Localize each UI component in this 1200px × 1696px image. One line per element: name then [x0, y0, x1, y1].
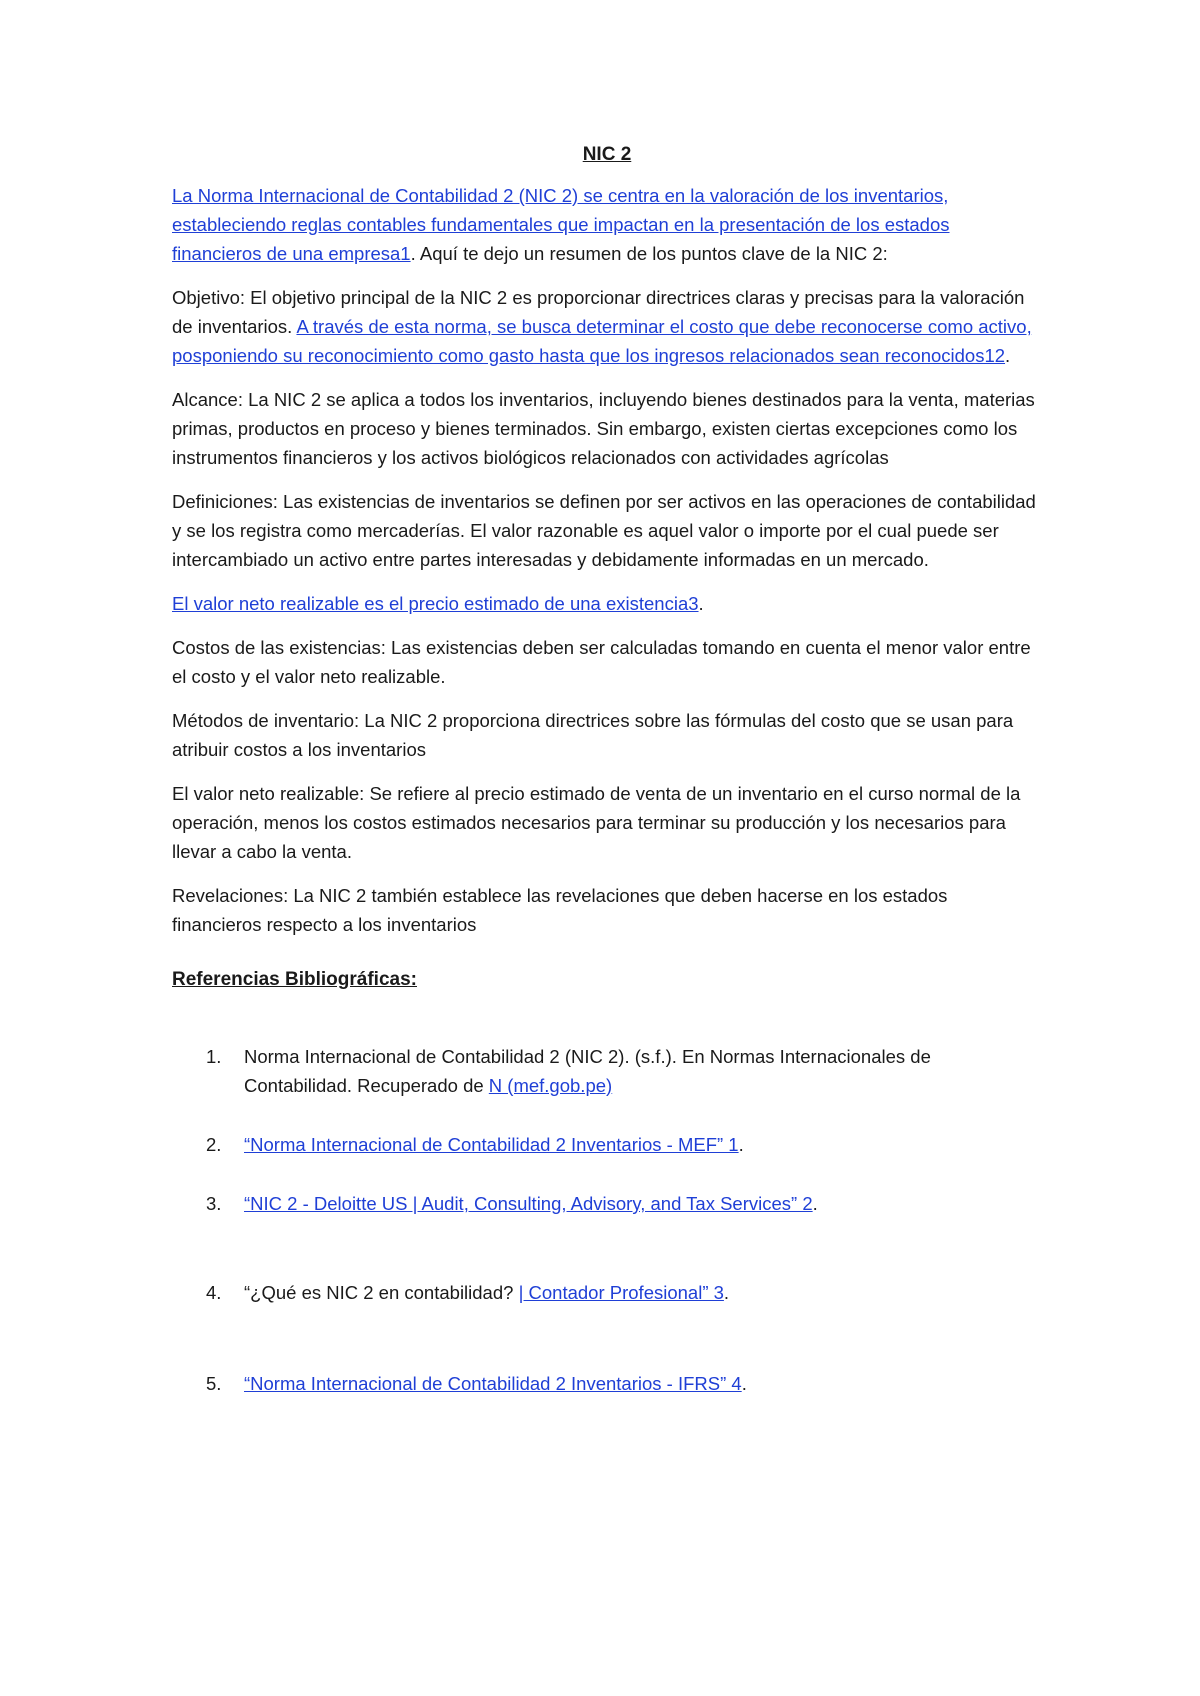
reference-number: 2. [206, 1134, 222, 1155]
reference-item [206, 1189, 1042, 1218]
valor-neto-link-paragraph [172, 589, 1042, 618]
intro-text: . Aquí te dejo un resumen de los puntos clave de la NIC 2: [410, 243, 888, 264]
reference-text: Norma Internacional de Contabilidad 2 (NIC 2). (s.f.). En Normas Internacionales de Contabilidad. Recuperado de [244, 1046, 931, 1096]
objetivo-link[interactable]: A través de esta norma, se busca determinar el costo que debe reconocerse como activo, posponiendo su reconocimiento como gasto hasta que los ingresos relacionados sean reconocidos12 [172, 316, 1032, 366]
revelaciones-paragraph: Revelaciones: La NIC 2 también establece las revelaciones que deben hacerse en los estados financieros respecto a los inventarios [172, 885, 948, 935]
reference-link[interactable]: N (mef.gob.pe) [488, 1075, 613, 1096]
objetivo-text: Objetivo: El objetivo principal de la NIC 2 es proporcionar directrices claras y precisas para la valoración de inventarios. [172, 287, 1025, 337]
reference-item [206, 1278, 1042, 1307]
references-list [172, 1042, 1042, 1398]
reference-end: . [723, 1282, 730, 1303]
reference-text: “¿Qué es NIC 2 en contabilidad? [244, 1282, 519, 1303]
valor-neto-link-end: . [698, 593, 704, 614]
reference-number: 5. [206, 1373, 222, 1394]
document-title: NIC 2 [582, 144, 632, 165]
references-heading: Referencias Bibliográficas: [172, 969, 417, 990]
reference-link[interactable]: “NIC 2 - Deloitte US | Audit, Consulting, Advisory, and Tax Services” 2 [244, 1193, 813, 1214]
reference-number: 1. [206, 1046, 222, 1067]
reference-link[interactable]: “Norma Internacional de Contabilidad 2 Inventarios - IFRS” 4 [244, 1373, 742, 1394]
valor-neto-link[interactable]: El valor neto realizable es el precio estimado de una existencia3 [172, 593, 699, 614]
intro-paragraph [172, 181, 1042, 268]
reference-item [206, 1130, 1042, 1159]
alcance-paragraph: Alcance: La NIC 2 se aplica a todos los inventarios, incluyendo bienes destinados para la venta, materias primas, productos en proceso y bienes terminados. Sin embargo, existen ciertas excepciones como los instrumentos financieros y los activos biológicos relacionados con actividades agrícolas [172, 389, 1035, 468]
reference-end: . [741, 1373, 747, 1394]
reference-link[interactable]: | Contador Profesional” 3 [518, 1282, 724, 1303]
reference-item [206, 1369, 1042, 1398]
reference-number: 3. [206, 1193, 222, 1214]
reference-number: 4. [206, 1282, 222, 1303]
definiciones-paragraph: Definiciones: Las existencias de inventarios se definen por ser activos en las operaciones de contabilidad y se los registra como mercaderías. El valor razonable es aquel valor o importe por el cual puede ser intercambiado un activo entre partes interesadas y debidamente informadas en un mercado. [172, 491, 1036, 570]
objetivo-paragraph [172, 283, 1042, 370]
reference-link[interactable]: “Norma Internacional de Contabilidad 2 Inventarios - MEF” 1 [244, 1134, 739, 1155]
metodos-paragraph: Métodos de inventario: La NIC 2 proporciona directrices sobre las fórmulas del costo que se usan para atribuir costos a los inventarios [172, 710, 1014, 760]
intro-link[interactable]: La Norma Internacional de Contabilidad 2 (NIC 2) se centra en la valoración de los inventarios, estableciendo reglas contables fundamentales que impactan en la presentación de los estados financieros de una empresa1 [172, 185, 950, 264]
objetivo-end: . [1005, 345, 1011, 366]
valor-neto-paragraph: El valor neto realizable: Se refiere al precio estimado de venta de un inventario en el curso normal de la operación, menos los costos estimados necesarios para terminar su producción y los necesarios para llevar a cabo la venta. [172, 783, 1021, 862]
reference-item [206, 1042, 1042, 1100]
reference-end: . [738, 1134, 744, 1155]
reference-end: . [812, 1193, 818, 1214]
document-page [172, 140, 1042, 1398]
costos-paragraph: Costos de las existencias: Las existencias deben ser calculadas tomando en cuenta el menor valor entre el costo y el valor neto realizable. [172, 637, 1031, 687]
